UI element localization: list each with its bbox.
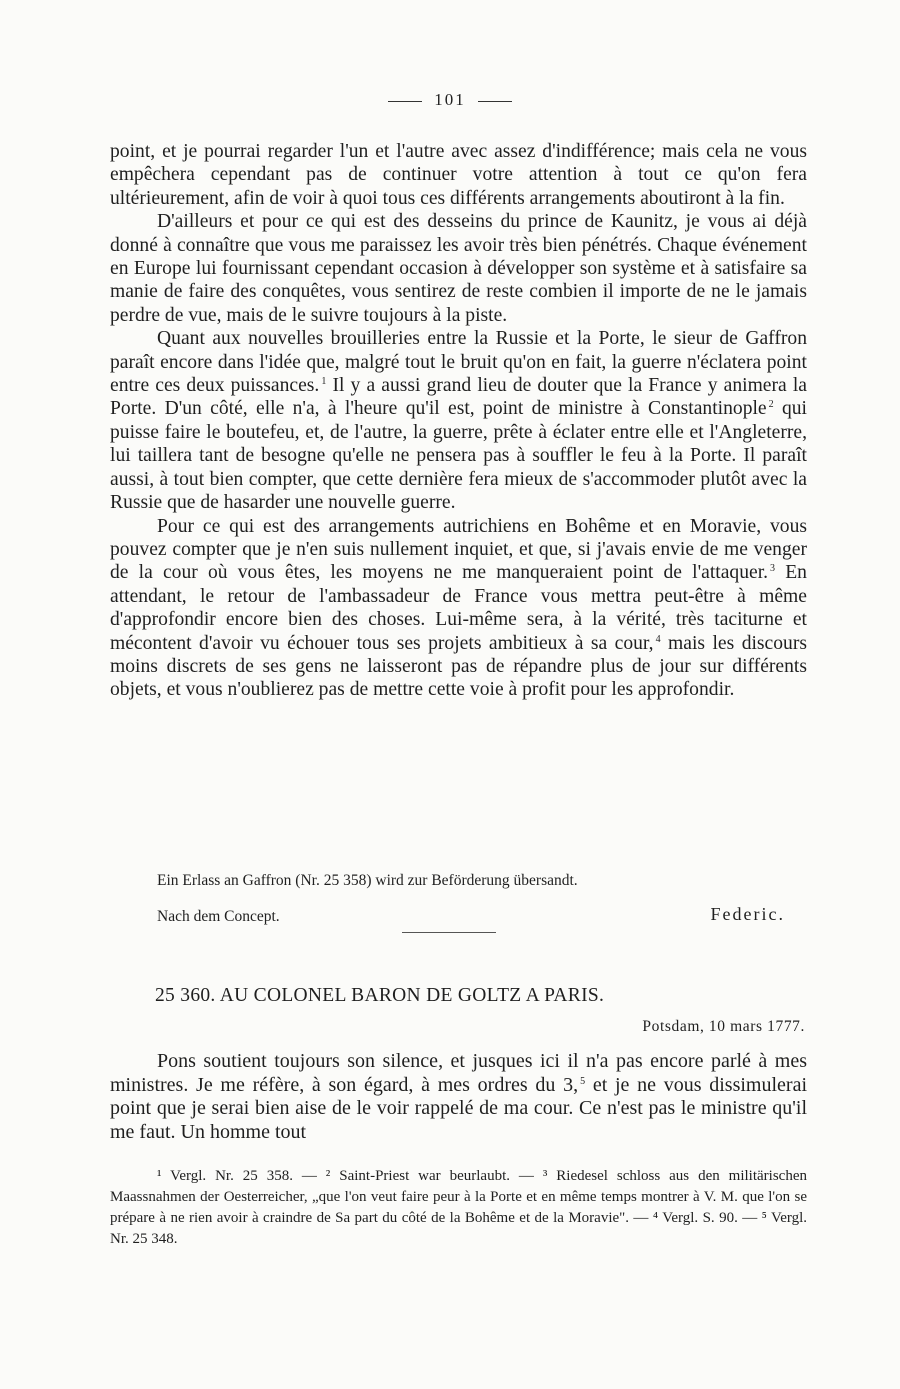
- second-letter-body: [110, 1050, 807, 1144]
- footnote-ref-1: 1: [321, 376, 327, 388]
- footnotes: [110, 1166, 807, 1250]
- erlass-note: Ein Erlass an Gaffron (Nr. 25 358) wird zur Beförderung übersandt.: [157, 872, 578, 889]
- paragraph-4: Pour ce qui est des arrangements autrichiens en Bohême et en Moravie, vous pouvez compter que je n'en suis nullement inquiet, et que, si j'avais envie de me venger de la cour où vous êtes, les moyens ne me manqueraient point de l'attaquer. $^3$ En attendant, le retour de l'ambassadeur de France vous mettra peut-être à même d'approfondir encore bien des choses. Lui-même sera, à la vérité, très taciturne et mécontent d'avoir vu échouer tous ses projets ambitieux à sa cour, $^4$ mais les discours moins discrets de ses gens ne laisseront pas de répandre plus de jour sur différents objets, et vous n'oublierez pas de mettre cette voie à profit pour les approfondir.: [110, 515, 807, 701]
- footnote-ref-4: 4: [655, 633, 661, 645]
- footnote-block: ¹ Vergl. Nr. 25 358. — ² Saint-Priest war beurlaubt. — ³ Riedesel schloss aus den militärischen Maassnahmen der Oesterreicher, „que l'on veut faire peur à la Porte et en même temps montrer à V. M. que l'on se prépare à ne rien avoir à craindre de Sa part du côté de la Bohême et de la Moravie". — ⁴ Vergl. S. 90. — ⁵ Vergl. Nr. 25 348.: [110, 1168, 807, 1247]
- page-number-dash-left: [388, 101, 422, 102]
- letter-heading: 25 360. AU COLONEL BARON DE GOLTZ A PARIS.: [155, 985, 605, 1006]
- paragraph-2: D'ailleurs et pour ce qui est des desseins du prince de Kaunitz, je vous ai déjà donné à connaître que vous me paraissez les avoir très bien pénétrés. Chaque événement en Europe lui fournissant cependant occasion à développer son système et à satisfaire sa manie de faire des conquêtes, vous sentirez de reste combien il importe de ne le jamais perdre de vue, mais de le suivre toujours à la piste.: [110, 211, 807, 326]
- signature: Federic.: [710, 904, 785, 924]
- footnote-ref-3: 3: [770, 563, 776, 575]
- paragraph-3: Quant aux nouvelles brouilleries entre la Russie et la Porte, le sieur de Gaffron paraît encore dans l'idée que, malgré tout le bruit qu'on en fait, la guerre n'éclatera point entre ces deux puissances. $^1$ Il y a aussi grand lieu de douter que la France y animera la Porte. D'un côté, elle n'a, à l'heure qu'il est, point de ministre à Constantinople $^2$ qui puisse faire le boutefeu, et, de l'autre, la guerre, prête à éclater entre elle et l'Angleterre, lui taillera tant de besogne qu'elle ne pensera pas à souffler le feu à la Porte. Il paraît aussi, à tout bien compter, que cette dernière fera mieux de s'accommoder plutôt avec la Russie que de hasarder une nouvelle guerre.: [110, 328, 807, 514]
- section-divider: [402, 932, 496, 933]
- dateline: Potsdam, 10 mars 1777.: [642, 1018, 805, 1035]
- paragraph-1: point, et je pourrai regarder l'un et l'autre avec assez d'indifférence; mais cela ne vous empêchera cependant pas de continuer votre attention à tout ce qu'on fera ultérieurement, afin de voir à quoi tous ces différents arrangements aboutiront à la fin.: [110, 141, 807, 209]
- footnote-ref-2: 2: [768, 399, 774, 411]
- footnote-ref-5: 5: [580, 1075, 586, 1087]
- source-line: [110, 904, 807, 926]
- page-number: 101: [0, 90, 900, 110]
- source-note: Nach dem Concept.: [157, 908, 280, 925]
- page-number-dash-right: [478, 101, 512, 102]
- second-letter-paragraph: Pons soutient toujours son silence, et jusques ici il n'a pas encore parlé à mes ministres. Je me réfère, à son égard, à mes ordres du 3, $^5$ et je ne vous dissimulerai point que je serai bien aise de le voir rappelé de ma cour. Ce n'est pas le ministre qu'il me faut. Un homme tout: [110, 1050, 807, 1143]
- letter-body: [110, 140, 807, 702]
